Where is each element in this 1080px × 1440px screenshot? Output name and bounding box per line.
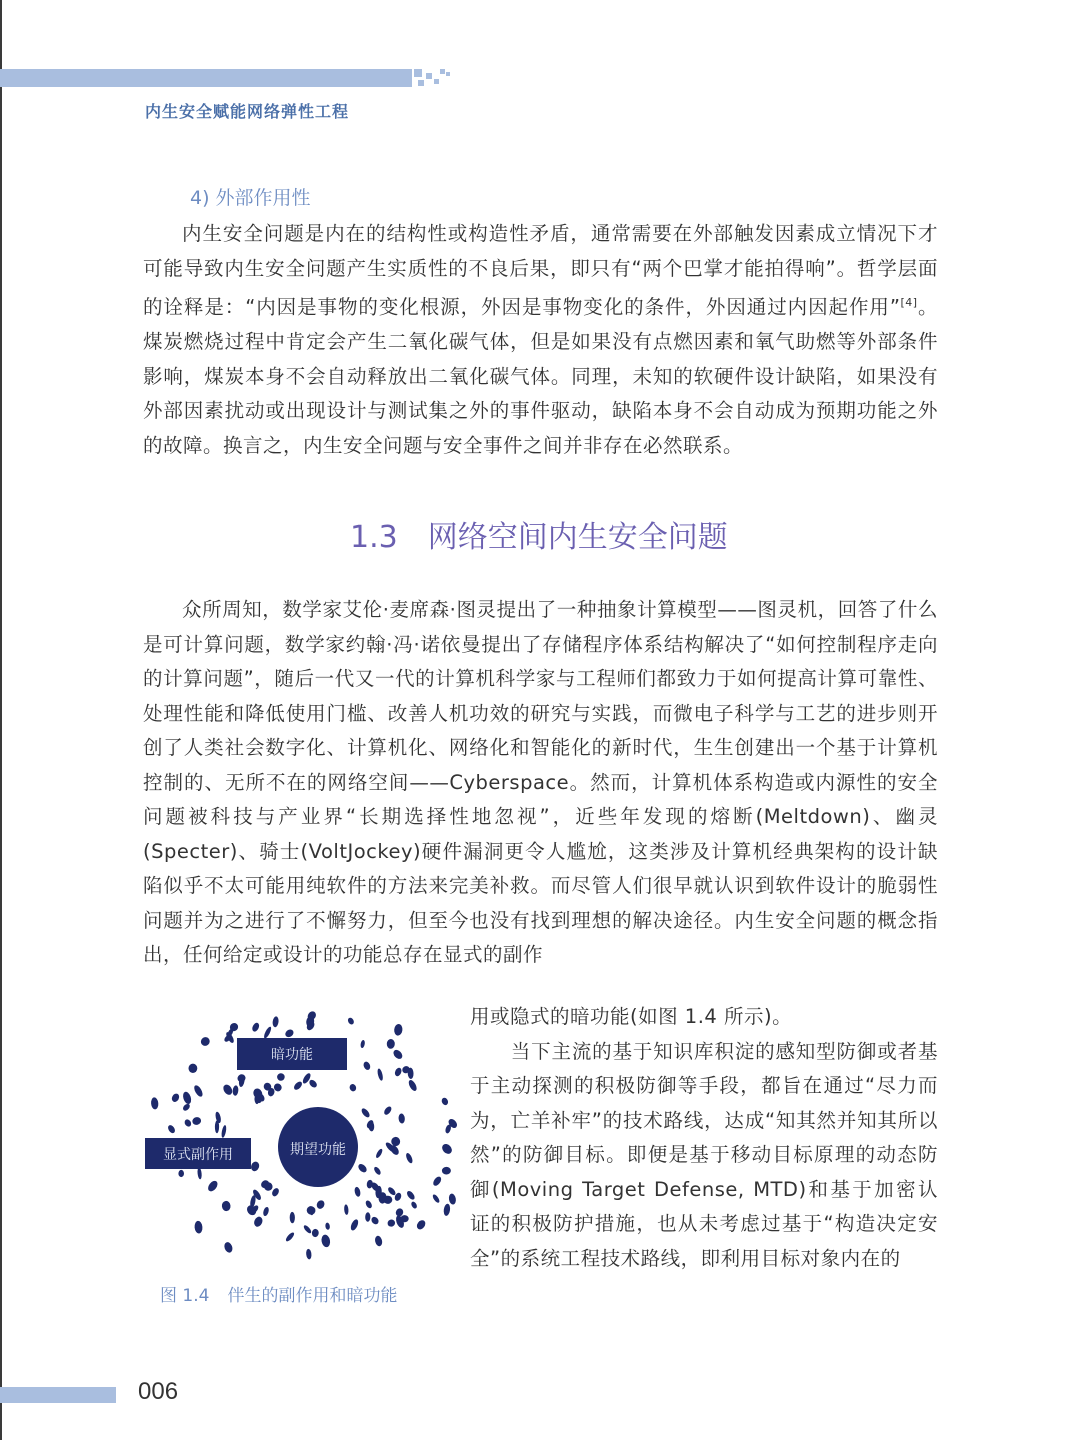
figure-dot <box>349 1083 358 1092</box>
figure-dot <box>386 1218 396 1227</box>
figure-dot <box>221 1200 231 1211</box>
figure-dot <box>442 1167 451 1175</box>
page-edge <box>0 0 2 1440</box>
figure-dot <box>394 1067 403 1078</box>
figure-dot <box>308 1078 318 1088</box>
figure-dot <box>250 1160 261 1172</box>
figure-dot <box>373 1166 382 1176</box>
figure-dot <box>362 1061 371 1071</box>
figure-dot <box>271 1187 281 1198</box>
core-function-label: 期望功能 <box>290 1142 346 1158</box>
figure-dot <box>151 1097 159 1110</box>
figure-dot <box>432 1175 443 1187</box>
figure-dot <box>406 1190 417 1201</box>
figure-dot <box>222 1083 235 1096</box>
figure-dot <box>394 1024 403 1036</box>
figure-dot <box>192 1116 202 1125</box>
figure-dot <box>306 1249 312 1260</box>
figure-dot <box>277 1073 285 1081</box>
subsection-title: 4) 外部作用性 <box>190 187 311 209</box>
figure-dot <box>377 1068 384 1081</box>
figure-dot <box>183 1118 192 1128</box>
header-pixel <box>426 73 432 79</box>
figure-dot <box>315 1199 326 1210</box>
figure-dot <box>344 1204 349 1215</box>
figure-dot <box>206 1179 219 1193</box>
figure-dot <box>262 1206 270 1216</box>
para1-text-b: 。煤炭燃烧过程中肯定会产生二氧化碳气体，但是如果没有点燃因素和氧气助燃等外部条件影响，煤炭本身不会自动释放出二氧化碳气体。同理，未知的软硬件设计缺陷，如果没有外部因素扰动或出现设计与测试集之外的事件驱动，缺陷本身不会自动成为预期功能之外的故障。换言之，内生安全问题与安全事件之间并非存在必然联系。 <box>143 295 938 457</box>
figure-dot <box>285 1231 296 1242</box>
figure-dot <box>440 1142 454 1156</box>
figure-dot <box>215 1120 219 1133</box>
figure-dot <box>193 1084 205 1098</box>
header-pixel <box>418 80 424 86</box>
header-pixel <box>440 69 445 74</box>
figure-dot <box>182 1091 193 1105</box>
running-title: 内生安全赋能网络弹性工程 <box>145 102 350 121</box>
dark-function-label: 暗功能 <box>271 1047 313 1063</box>
header-pixel <box>446 72 450 76</box>
figure-dot <box>410 1201 418 1210</box>
figure-dot <box>360 1040 365 1049</box>
figure-dot <box>170 1092 180 1103</box>
figure-dot <box>178 1170 184 1177</box>
figure-dot <box>405 1152 414 1164</box>
figure-dot <box>387 1039 396 1049</box>
figure-dot <box>320 1234 331 1248</box>
figure-dot <box>375 1148 384 1159</box>
paragraph-cyberspace <box>143 593 938 973</box>
figure-dot <box>325 1222 330 1230</box>
paragraph-right-column <box>470 1000 938 1276</box>
figure-dot <box>392 1048 404 1061</box>
para2-text: 众所周知，数学家艾伦·麦席森·图灵提出了一种抽象计算模型——图灵机，回答了什么是可计算问题，数学家约翰·冯·诺依曼提出了存储程序体系结构解决了“如何控制程序走向的计算问题”，随后一代又一代的计算机科学家与工程师们都致力于如何提高计算可靠性、处理性能和降低使用门槛、改善人机功效的研究与实践，而微电子科学与工艺的进步则开创了人类社会数字化、计算机化、网络化和智能化的新时代，生生创建出一个基于计算机控制的、无所不在的网络空间——Cyberspace。然而，计算机体系构造或内源性的安全问题被科技与产业界“长期选择性地忽视”，近些年发现的熔断(Meltdown)、幽灵(Specter)、骑士(VoltJockey)硬件漏洞更令人尴尬，这类涉及计算机经典架构的设计缺陷似乎不太可能用纯软件的方法来完美补救。而尽管人们很早就认识到软件设计的脆弱性问题并为之进行了不懈努力，但至今也没有找到理想的解决途径。内生安全问题的概念指出，任何给定或设计的功能总存在显式的副作 <box>143 598 938 966</box>
figure-dot <box>189 1064 198 1073</box>
figure-dot <box>251 1022 261 1033</box>
figure-dot <box>360 1107 371 1119</box>
figure-dot <box>199 1035 211 1047</box>
side-effect-label: 显式副作用 <box>163 1147 233 1163</box>
figure-1-4 <box>140 1005 460 1270</box>
caption-number: 图 1.4 <box>160 1286 210 1306</box>
figure-dot <box>194 1221 203 1234</box>
figure-dot <box>448 1193 457 1205</box>
figure-dot <box>293 1080 304 1091</box>
figure-dot <box>182 1103 191 1113</box>
figure-dot <box>415 1219 427 1231</box>
figure-dot <box>364 1199 373 1209</box>
section-number: 1.3 <box>350 520 398 555</box>
figure-dot <box>365 1212 370 1221</box>
figure-dot <box>311 1228 319 1237</box>
figure-dot <box>383 1105 393 1116</box>
header-bar <box>0 69 412 87</box>
footer-bar <box>0 1387 116 1403</box>
figure-dot <box>303 1224 313 1234</box>
figure-dot <box>232 1085 239 1096</box>
figure-dot <box>407 1079 418 1092</box>
figure-dot <box>374 1235 383 1247</box>
header-pixel <box>434 79 439 84</box>
figure-dot <box>167 1124 177 1135</box>
figure-dot <box>290 1212 295 1223</box>
figure-dot <box>236 1073 247 1084</box>
figure-caption <box>160 1281 397 1306</box>
figure-dot <box>272 1016 279 1028</box>
header-pixel <box>414 69 422 77</box>
figure-dot <box>349 1218 359 1231</box>
figure-dot <box>253 1215 264 1228</box>
para1-text-a: 内生安全问题是内在的结构性或构造性矛盾，通常需要在外部触发因素成立情况下才可能导致内生安全问题产生实质性的不良后果，即只有“两个巴掌才能拍得响”。哲学层面的诠释是：“内因是事物的变化根源，外因是事物变化的条件，外因通过内因起作用” <box>143 222 938 319</box>
figure-dot <box>387 1186 397 1196</box>
figure-dot <box>357 1162 368 1173</box>
figure-dot <box>197 1167 202 1179</box>
section-title: 网络空间内生安全问题 <box>427 520 728 555</box>
page-number: 006 <box>138 1378 179 1405</box>
caption-text: 伴生的副作用和暗功能 <box>227 1286 398 1306</box>
figure-dot <box>347 1017 355 1026</box>
figure-dot <box>354 1186 362 1197</box>
figure-dot <box>443 1203 451 1216</box>
figure-dot <box>398 1113 405 1124</box>
figure-dot <box>263 1026 273 1039</box>
section-heading <box>350 512 728 556</box>
figure-dot <box>221 1125 227 1138</box>
para3-text: 用或隐式的暗功能(如图 1.4 所示)。 当下主流的基于知识库积淀的感知型防御或者基于主动探测的积极防御等手段，都旨在通过“尽力而为，亡羊补牢”的技术路线，达成“知其然并知其所以然”的防御目标。即便是基于移动目标原理的动态防御(Moving Target Defense, MTD)和基于加密认证的积极防护措施，也从未考虑过基于“构造决定安全”的系统工程技术路线，即利用目标对象内在的 <box>470 1005 938 1270</box>
figure-dot <box>223 1241 234 1254</box>
figure-dot <box>284 1028 295 1039</box>
figure-dot <box>306 1205 317 1216</box>
paragraph-external <box>143 217 938 463</box>
citation: [4] <box>900 296 918 309</box>
figure-dot <box>432 1193 441 1203</box>
figure-dot <box>441 1097 450 1106</box>
figure-dot <box>370 1215 380 1225</box>
